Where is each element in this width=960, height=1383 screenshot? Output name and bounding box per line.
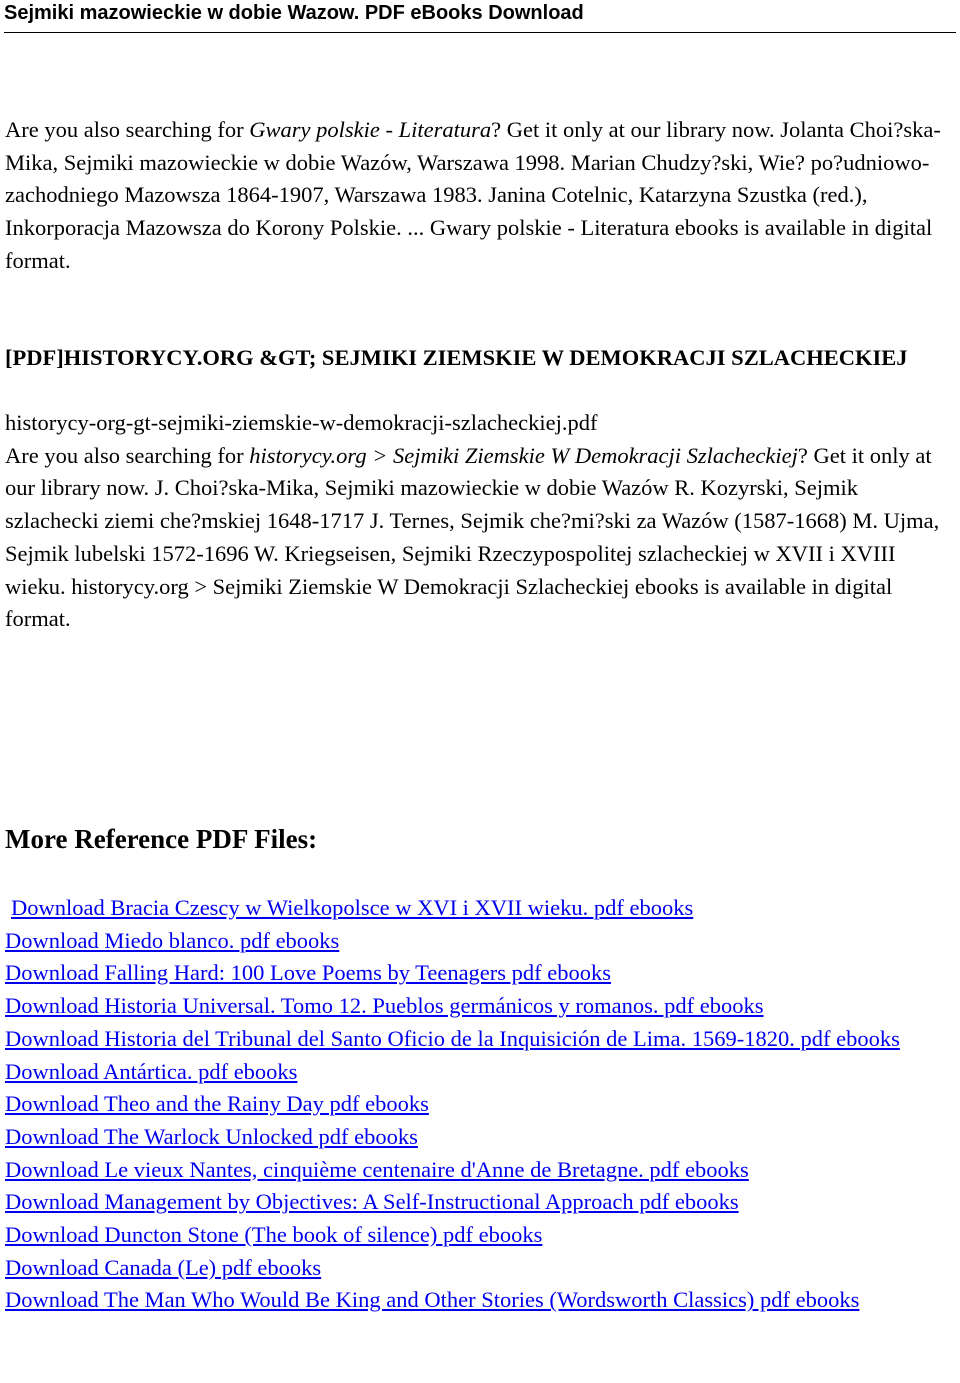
reference-link[interactable]: Download Le vieux Nantes, cinquième centenaire d'Anne de Bretagne. pdf ebooks — [5, 1156, 749, 1182]
section-search-term: historycy.org > Sejmiki Ziemskie W Demokracji Szlacheckiej — [249, 442, 798, 468]
list-item — [5, 1284, 955, 1317]
section-prefix: Are you also searching for — [5, 442, 250, 468]
page-header — [4, 0, 956, 33]
list-item — [5, 925, 955, 958]
intro-prefix: Are you also searching for — [5, 117, 250, 142]
list-item — [5, 957, 955, 990]
list-item — [5, 1121, 955, 1154]
list-item — [5, 1154, 955, 1187]
reference-link[interactable]: Download Miedo blanco. pdf ebooks — [5, 927, 340, 953]
reference-link[interactable]: Download Bracia Czescy w Wielkopolsce w XVI i XVII wieku. pdf ebooks — [11, 895, 694, 920]
references-heading: More Reference PDF Files: — [5, 824, 318, 854]
section-body: ? Get it only at our library now. J. Choi?ska-Mika, Sejmiki mazowieckie w dobie Wazów R. Kozyrski, Sejmik szlachecki ziemi che?mskiej 1648-1717 J. Ternes, Sejmik che?mi?ski za Wazów (1587-1668) M. Ujma, Sejmik lubelski 1572-1696 W. Kriegseisen, Sejmiki Rzeczypospolitej szlacheckiej w XVII i XVIII wieku. historycy.org > Sejmiki Ziemskie W Demokracji Szlacheckiej ebooks is available in digital format. — [5, 442, 940, 632]
section-paragraph — [5, 407, 955, 636]
list-item — [5, 1219, 955, 1252]
reference-links-list — [5, 892, 955, 1317]
section-heading: [PDF]HISTORYCY.ORG &GT; SEJMIKI ZIEMSKIE W DEMOKRACJI SZLACHECKIEJ — [5, 345, 908, 370]
reference-link[interactable]: Download Management by Objectives: A Self-Instructional Approach pdf ebooks — [5, 1189, 739, 1215]
intro-body: ? Get it only at our library now. Jolanta Choi?ska-Mika, Sejmiki mazowieckie w dobie Wazów, Warszawa 1998. Marian Chudzy?ski, Wie? po?udniowo-zachodniego Mazowsza 1864-1907, Warszawa 1983. Janina Cotelnic, Katarzyna Szustka (red.), Inkorporacja Mazowsza do Korony Polskie. ... Gwary polskie - Literatura ebooks is available in digital format. — [5, 117, 941, 273]
page-title: Sejmiki mazowieckie w dobie Wazow. PDF eBooks Download — [4, 2, 584, 24]
reference-link[interactable]: Download Falling Hard: 100 Love Poems by Teenagers pdf ebooks — [5, 960, 612, 986]
reference-link[interactable]: Download Antártica. pdf ebooks — [5, 1058, 298, 1084]
list-item — [5, 1023, 955, 1056]
section-filename: historycy-org-gt-sejmiki-ziemskie-w-demokracji-szlacheckiej.pdf — [5, 410, 598, 435]
intro-paragraph — [5, 114, 955, 278]
reference-link[interactable]: Download The Warlock Unlocked pdf ebooks — [5, 1123, 418, 1149]
intro-search-term: Gwary polskie - Literatura — [249, 117, 492, 142]
list-item — [5, 892, 955, 925]
list-item — [5, 1186, 955, 1219]
reference-link[interactable]: Download Historia del Tribunal del Santo Oficio de la Inquisición de Lima. 1569-1820. pdf ebooks — [5, 1025, 900, 1051]
reference-link[interactable]: Download Theo and the Rainy Day pdf ebooks — [5, 1091, 429, 1117]
list-item — [5, 1056, 955, 1089]
reference-link[interactable]: Download Historia Universal. Tomo 12. Pueblos germánicos y romanos. pdf ebooks — [5, 993, 764, 1019]
reference-link[interactable]: Download The Man Who Would Be King and Other Stories (Wordsworth Classics) pdf ebooks — [5, 1287, 860, 1313]
list-item — [5, 1088, 955, 1121]
reference-link[interactable]: Download Canada (Le) pdf ebooks — [5, 1254, 322, 1280]
reference-link[interactable]: Download Duncton Stone (The book of silence) pdf ebooks — [5, 1222, 543, 1248]
list-item — [5, 1252, 955, 1285]
list-item — [5, 990, 955, 1023]
